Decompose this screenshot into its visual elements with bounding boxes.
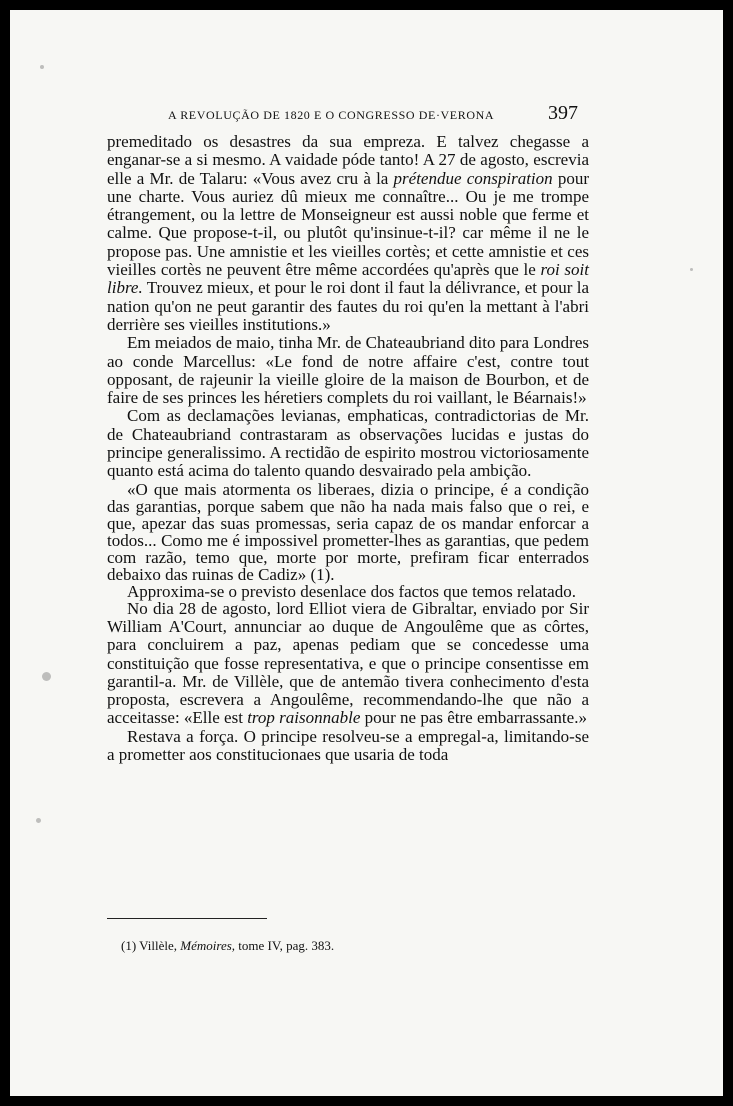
paragraph (107, 481, 589, 583)
text-run: pour une charte. Vous auriez dû mieux me connaître... Ou je me trompe étrangement, ou la lettre de Monseigneur est aussi noble que ferme et calme. Que propose-t-il, ou plutôt qu'insinue-t-il? car même il ne le propose pas. Une amnistie et les vieilles cortès; et cette amnistie et ces vieilles cortès ne peuvent être même accordées qu'après que le (107, 168, 589, 280)
text-run: premeditado os desastres da sua empreza. E talvez chegasse a enganar-se a si mesmo. A vaidade póde tanto! A 27 de agosto, escrevia elle a Mr. de Talaru: «Vous avez cru à la (107, 132, 589, 188)
print-speck (40, 65, 44, 69)
body-text (107, 133, 589, 764)
paragraph (107, 407, 589, 480)
paragraph (107, 133, 589, 334)
italic-run: prétendue conspiration (393, 168, 553, 188)
paragraph (107, 600, 589, 728)
print-speck (42, 672, 51, 681)
print-speck (36, 818, 41, 823)
paragraph (107, 583, 589, 600)
print-speck (690, 268, 693, 271)
text-run: Restava a força. O principe resolveu-se a empregal-a, limitando-se a prometter aos constitucionaes que usaria de toda (107, 726, 589, 765)
text-run: No dia 28 de agosto, lord Elliot viera de Gibraltar, enviado por Sir William A'Court, annunciar ao duque de Angoulême que as côrtes, para concluirem a paz, apenas pediam que se concedesse uma constituição que fosse representativa, e que o principe consentisse em garantil-a. Mr. de Villèle, que de antemão tivera conhecimento d'esta proposta, escrevera a Angoulême, recommendando-lhe que não a acceitasse: «Elle est (107, 598, 589, 728)
text-run: pour ne pas être embarrassante.» (360, 708, 587, 728)
book-page (10, 10, 723, 1096)
italic-run: trop raisonnable (247, 708, 361, 728)
text-run: Em meiados de maio, tinha Mr. de Chateaubriand dito para Londres ao conde Marcellus: «Le fond de notre affaire c'est, contre tout opposant, de rajeunir la vieille gloire de la maison de Bourbon, et de faire de ses princes les héretiers complets du roi vaillant, le Béarnais!» (107, 333, 589, 408)
footnote-title: Mémoires, (180, 938, 236, 953)
page-header (168, 104, 608, 126)
paragraph (107, 728, 589, 765)
footnote-prefix: (1) Villèle, (121, 938, 181, 953)
text-run: Com as declamações levianas, emphaticas, contradictorias de Mr. de Chateaubriand contrastaram as observações lucidas e justas do principe generalissimo. A rectidão de espirito mostrou victoriosamente quanto está acima do talento quando desvairado pela ambição. (107, 406, 589, 481)
paragraph (107, 334, 589, 407)
footnote-rule (107, 918, 267, 919)
footnote (121, 938, 334, 954)
italic-run: roi soit libre. (107, 260, 589, 298)
text-run: Approxima-se o previsto desenlace dos factos que temos relatado. (127, 581, 576, 601)
text-run: «O que mais atormenta os liberaes, dizia o principe, é a condição das garantias, porque sabem que não ha nada mais falso que o rei, e que, apezar das suas promessas, seria capaz de os mandar enforcar a todos... Como me é impossivel prometter-lhes as garantias, que pedem com razão, temo que, morte por morte, prefiram ficar enterrados debaixo das ruinas de Cadiz» (1). (107, 479, 589, 584)
page-number: 397 (548, 102, 578, 124)
running-title: A REVOLUÇÃO DE 1820 E O CONGRESSO DE·VERONA (168, 108, 495, 122)
footnote-suffix: tome IV, pag. 383. (235, 938, 335, 953)
text-run: Trouvez mieux, et pour le roi dont il faut la délivrance, et pour la nation qu'on ne peut garantir des fautes du roi qu'en la mettant à l'abri derrière ses vieilles institutions.» (107, 278, 589, 334)
